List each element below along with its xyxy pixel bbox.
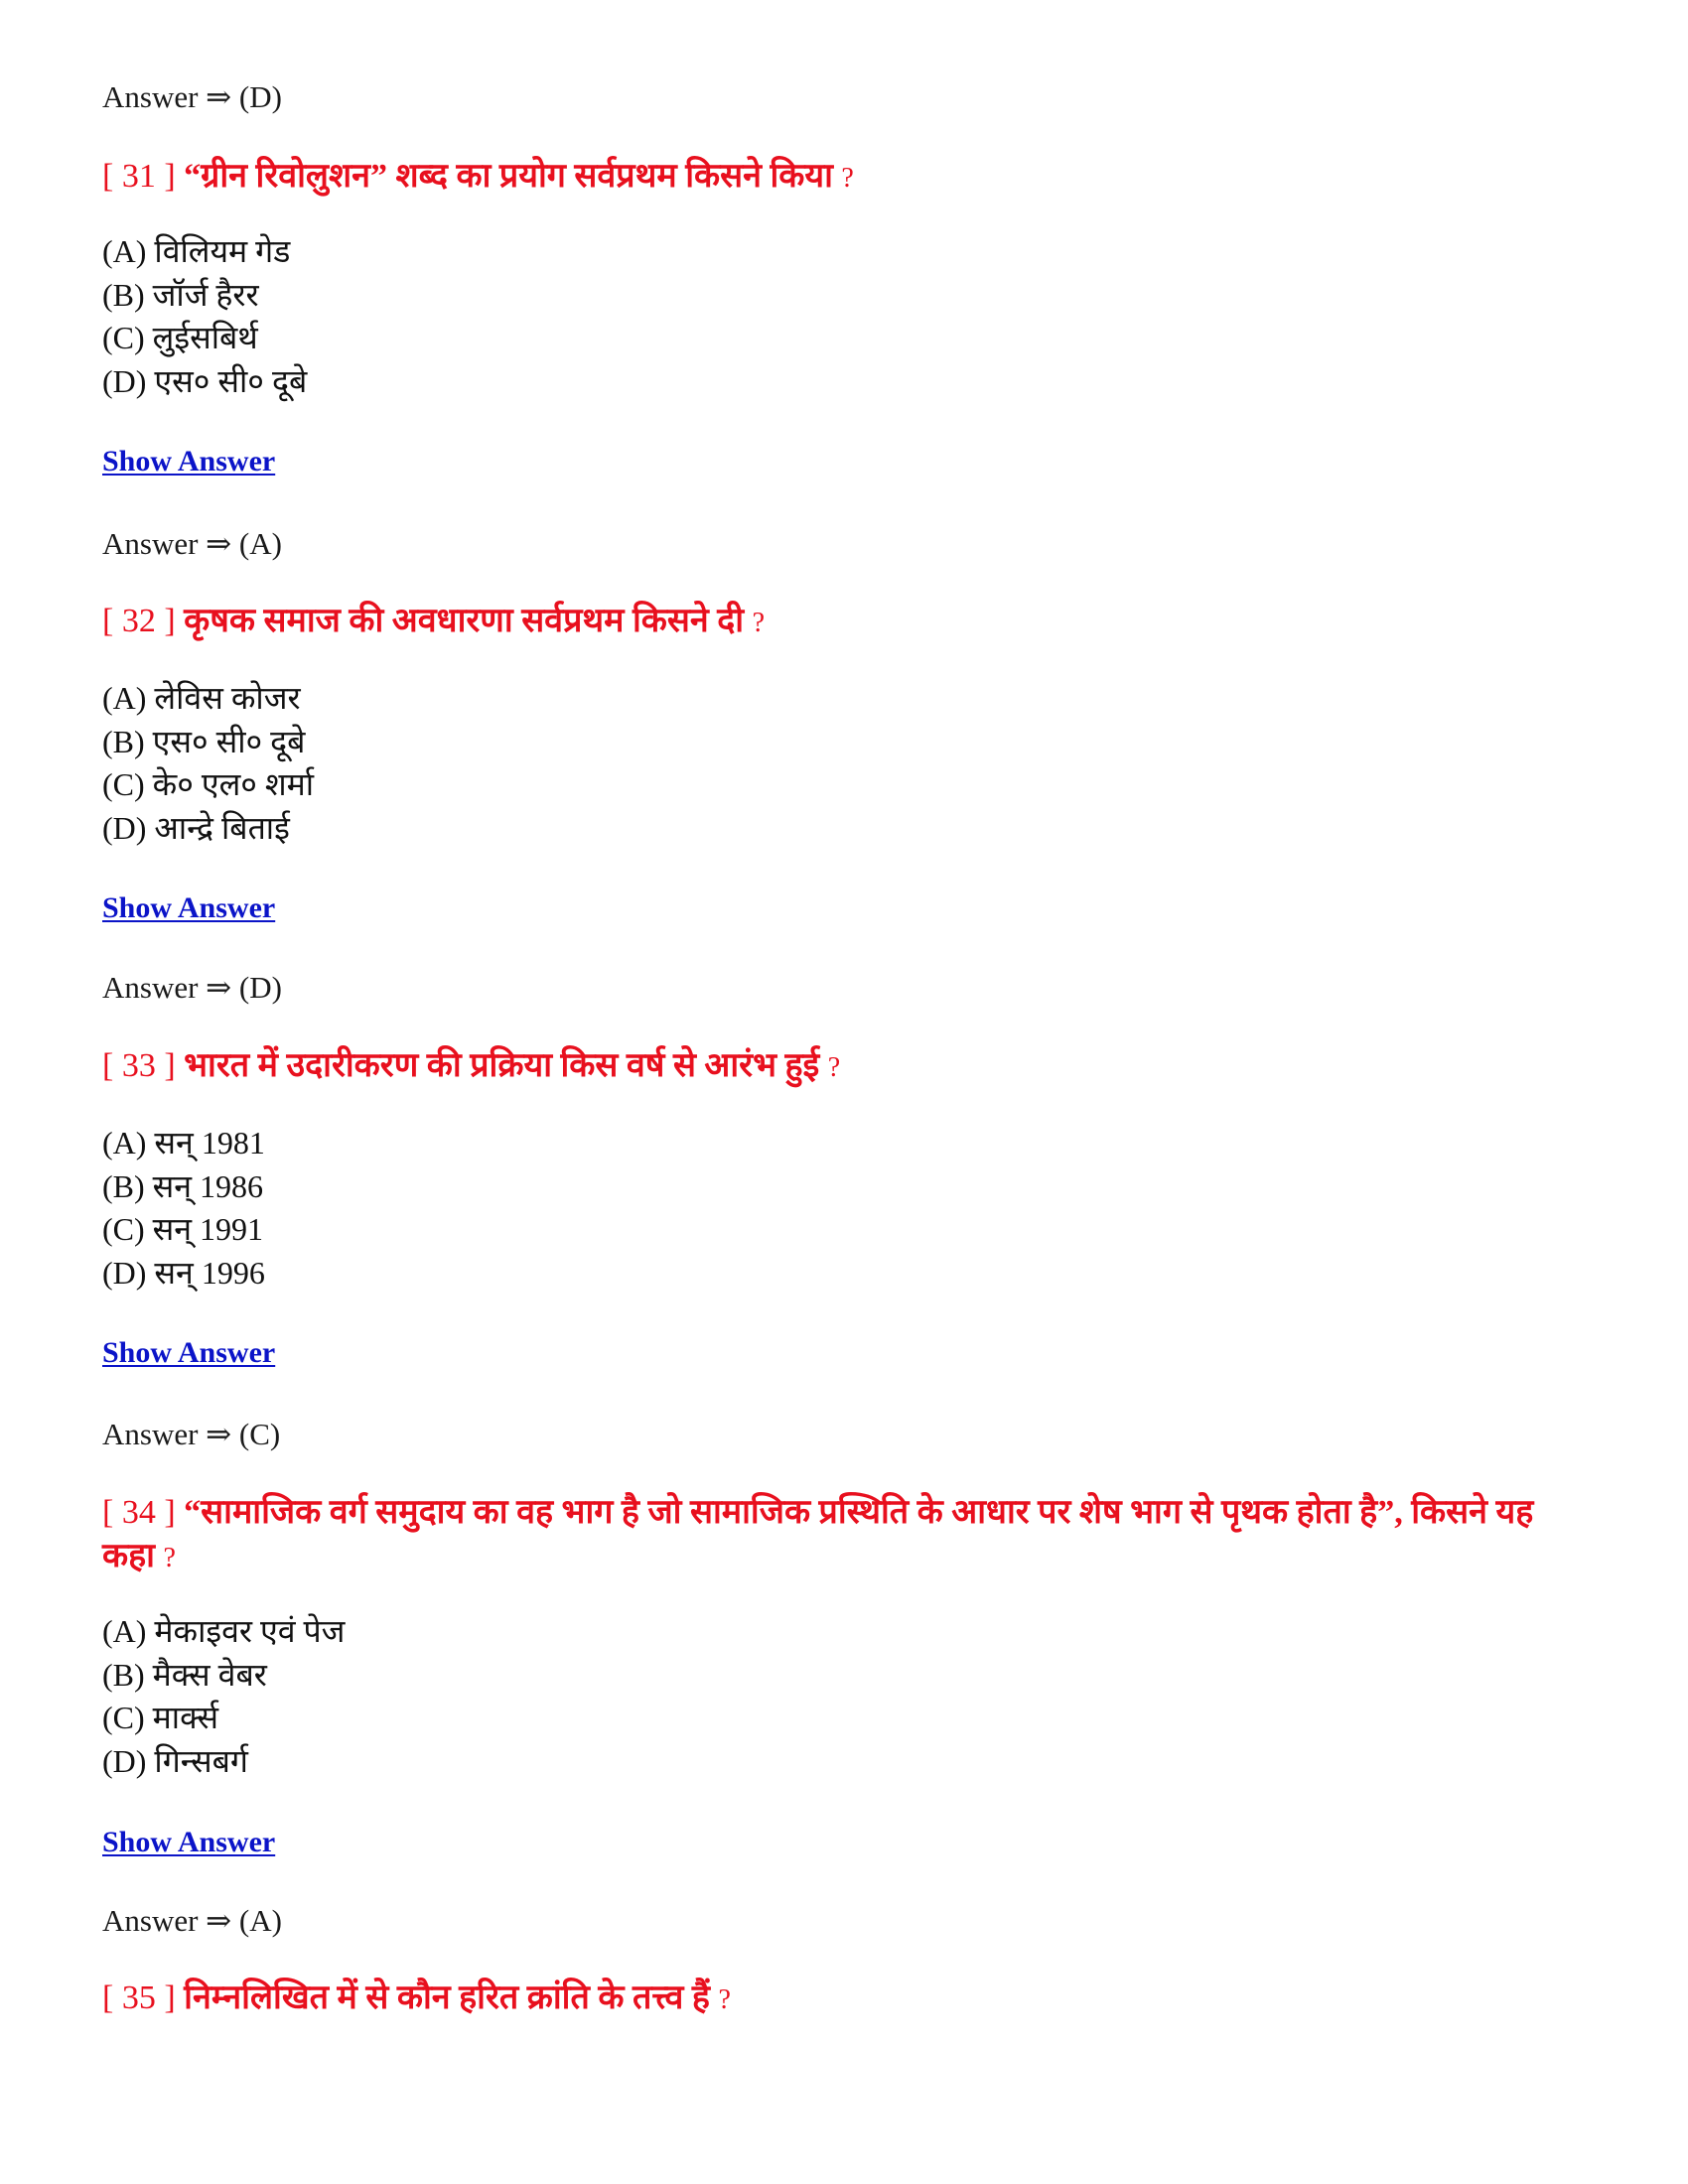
answer-line-34 [102,1903,282,1939]
answer-arrow-icon: ⇒ [206,1417,232,1451]
answer-line [102,79,282,115]
answer-arrow-icon: ⇒ [206,79,232,114]
show-answer-link-33[interactable]: Show Answer [102,1336,276,1369]
option-c: (C) के० एल० शर्मा [102,766,315,802]
answer-arrow-icon: ⇒ [206,1903,232,1938]
answer-label: Answer [102,79,199,114]
answer-value: (D) [238,970,282,1005]
question-32 [102,600,1612,645]
option-b: (B) एस० सी० दूबे [102,723,306,759]
show-answer-link-31[interactable]: Show Answer [102,445,276,478]
option-d: (D) सन् 1996 [102,1254,265,1291]
question-number: [ 33 ] [102,1047,176,1084]
question-text: “सामाजिक वर्ग समुदाय का वह भाग है जो सामाजिक प्रस्थिति के आधार पर शेष भाग से पृथक होता है”, किसने यह कहा [102,1494,1534,1574]
question-35 [102,1977,1612,2022]
options-list-31 [102,230,307,403]
question-number: [ 32 ] [102,603,176,639]
option-b: (B) सन् 1986 [102,1167,264,1204]
answer-value: (A) [238,526,282,561]
question-text: “ग्रीन रिवोलुशन” शब्द का प्रयोग सर्वप्रथम किसने किया [184,158,833,195]
answer-label: Answer [102,1903,199,1938]
option-d: (D) एस० सी० दूबे [102,362,308,399]
option-a: (A) लेविस कोजर [102,680,301,716]
option-d: (D) गिन्सबर्ग [102,1742,248,1779]
answer-arrow-icon: ⇒ [206,970,232,1005]
question-34 [102,1491,1562,1580]
option-c: (C) मार्क्स [102,1700,218,1735]
question-text: भारत में उदारीकरण की प्रक्रिया किस वर्ष से आरंभ हुई [184,1047,820,1084]
question-number: [ 31 ] [102,158,176,195]
answer-value: (C) [238,1417,281,1451]
question-31 [102,155,1612,201]
option-b: (B) जॉर्ज हैरर [102,276,259,313]
option-a: (A) सन् 1981 [102,1125,265,1160]
question-mark: ? [827,1052,841,1083]
answer-value: (D) [238,79,282,114]
answer-label: Answer [102,970,199,1005]
show-answer-link-32[interactable]: Show Answer [102,891,276,924]
option-c: (C) सन् 1991 [102,1211,264,1247]
option-d: (D) आन्द्रे बिताई [102,809,290,846]
question-mark: ? [841,163,854,194]
question-33 [102,1044,1612,1090]
question-number: [ 35 ] [102,1979,176,2016]
question-text: कृषक समाज की अवधारणा सर्वप्रथम किसने दी [184,603,745,639]
answer-label: Answer [102,526,199,561]
question-number: [ 34 ] [102,1494,176,1531]
question-mark: ? [752,608,766,638]
answer-line-31 [102,526,282,562]
question-mark: ? [718,1984,731,2015]
answer-line-32 [102,970,282,1006]
options-list-32 [102,677,314,850]
answer-line-33 [102,1417,280,1452]
options-list-33 [102,1122,265,1295]
option-a: (A) विलियम गेड [102,233,291,269]
answer-value: (A) [238,1903,282,1938]
answer-label: Answer [102,1417,199,1451]
answer-arrow-icon: ⇒ [206,526,232,561]
question-text: निम्नलिखित में से कौन हरित क्रांति के तत्त्व हैं [184,1979,710,2016]
option-a: (A) मेकाइवर एवं पेज [102,1613,346,1649]
option-c: (C) लुईसबिर्थ [102,320,258,355]
options-list-34 [102,1610,345,1783]
show-answer-link-34[interactable]: Show Answer [102,1826,276,1858]
question-mark: ? [163,1543,176,1573]
option-b: (B) मैक्स वेबर [102,1656,267,1693]
